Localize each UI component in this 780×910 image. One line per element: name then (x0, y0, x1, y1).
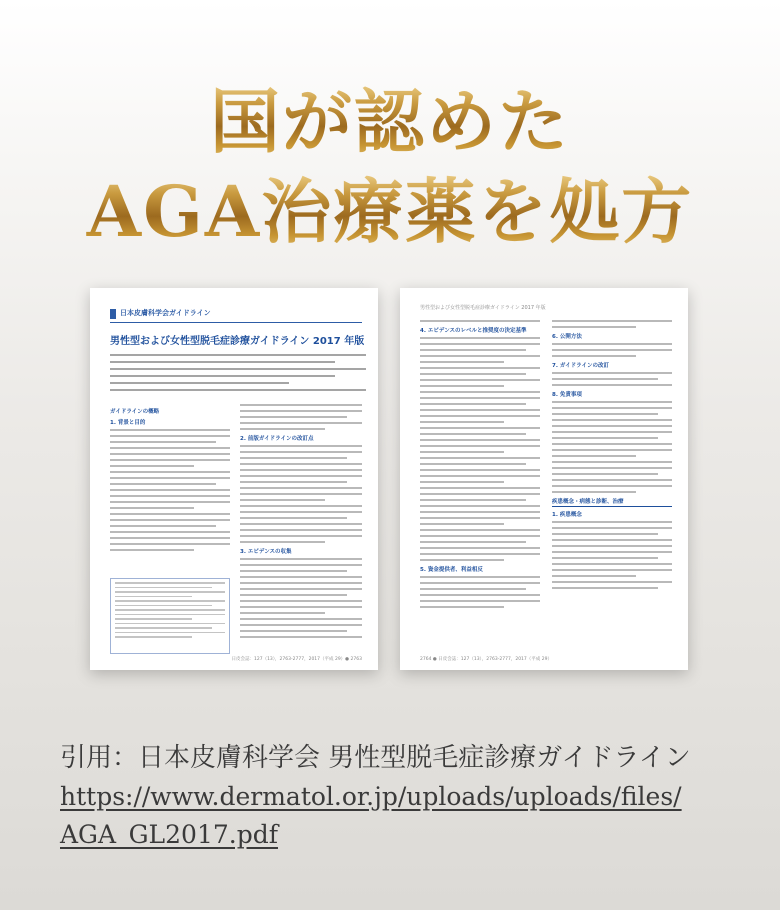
document-title: 男性型および女性型脱毛症診療ガイドライン 2017 年版 (110, 336, 364, 347)
page-footer: 2764 ● 日皮会誌：127（13），2763-2777，2017（平成 29） (420, 657, 552, 662)
section-heading: 疾患概念・病態と診断、治療 (552, 497, 672, 507)
section-heading: 6. 公開方法 (552, 334, 582, 340)
author-list (110, 354, 366, 396)
section-heading: 1. 背景と目的 (110, 420, 146, 426)
section-marker (110, 309, 116, 319)
citation-block (60, 738, 740, 854)
section-heading: 4. エビデンスのレベルと推奨度の決定基準 (420, 328, 527, 334)
guideline-page-left (90, 288, 378, 670)
section-heading: 3. エビデンスの収集 (240, 549, 292, 555)
section-heading: 5. 資金提供者、利益相反 (420, 567, 483, 573)
section-heading: 2. 前版ガイドラインの改訂点 (240, 436, 314, 442)
left-column (420, 320, 540, 612)
running-header: 男性型および女性型脱毛症診療ガイドライン 2017 年版 (420, 305, 546, 311)
table-of-contents-box (110, 578, 230, 654)
section-heading: 1. 疾患概念 (552, 512, 582, 518)
left-column (110, 404, 230, 555)
section-heading: ガイドラインの概略 (110, 409, 160, 415)
section-heading: 7. ガイドラインの改訂 (552, 363, 610, 369)
guideline-page-right (400, 288, 688, 670)
section-label-strip (110, 306, 362, 323)
right-column (240, 404, 362, 642)
right-column (552, 320, 672, 593)
citation-link-continued[interactable]: AGA_GL2017.pdf (60, 820, 278, 849)
section-label: 日本皮膚科学会ガイドライン (120, 309, 211, 317)
headline-line-2: AGA治療薬を処方 (0, 170, 780, 254)
citation-source: 引用：日本皮膚科学会 男性型脱毛症診療ガイドライン (60, 743, 691, 773)
section-heading: 8. 免責事項 (552, 392, 582, 398)
headline-line-1: 国が認めた (0, 80, 780, 164)
citation-link[interactable]: https://www.dermatol.or.jp/uploads/uploads/files/ (60, 782, 682, 811)
page-footer: 日皮会誌：127（13），2763-2777，2017（平成 29）● 2763 (231, 657, 362, 662)
